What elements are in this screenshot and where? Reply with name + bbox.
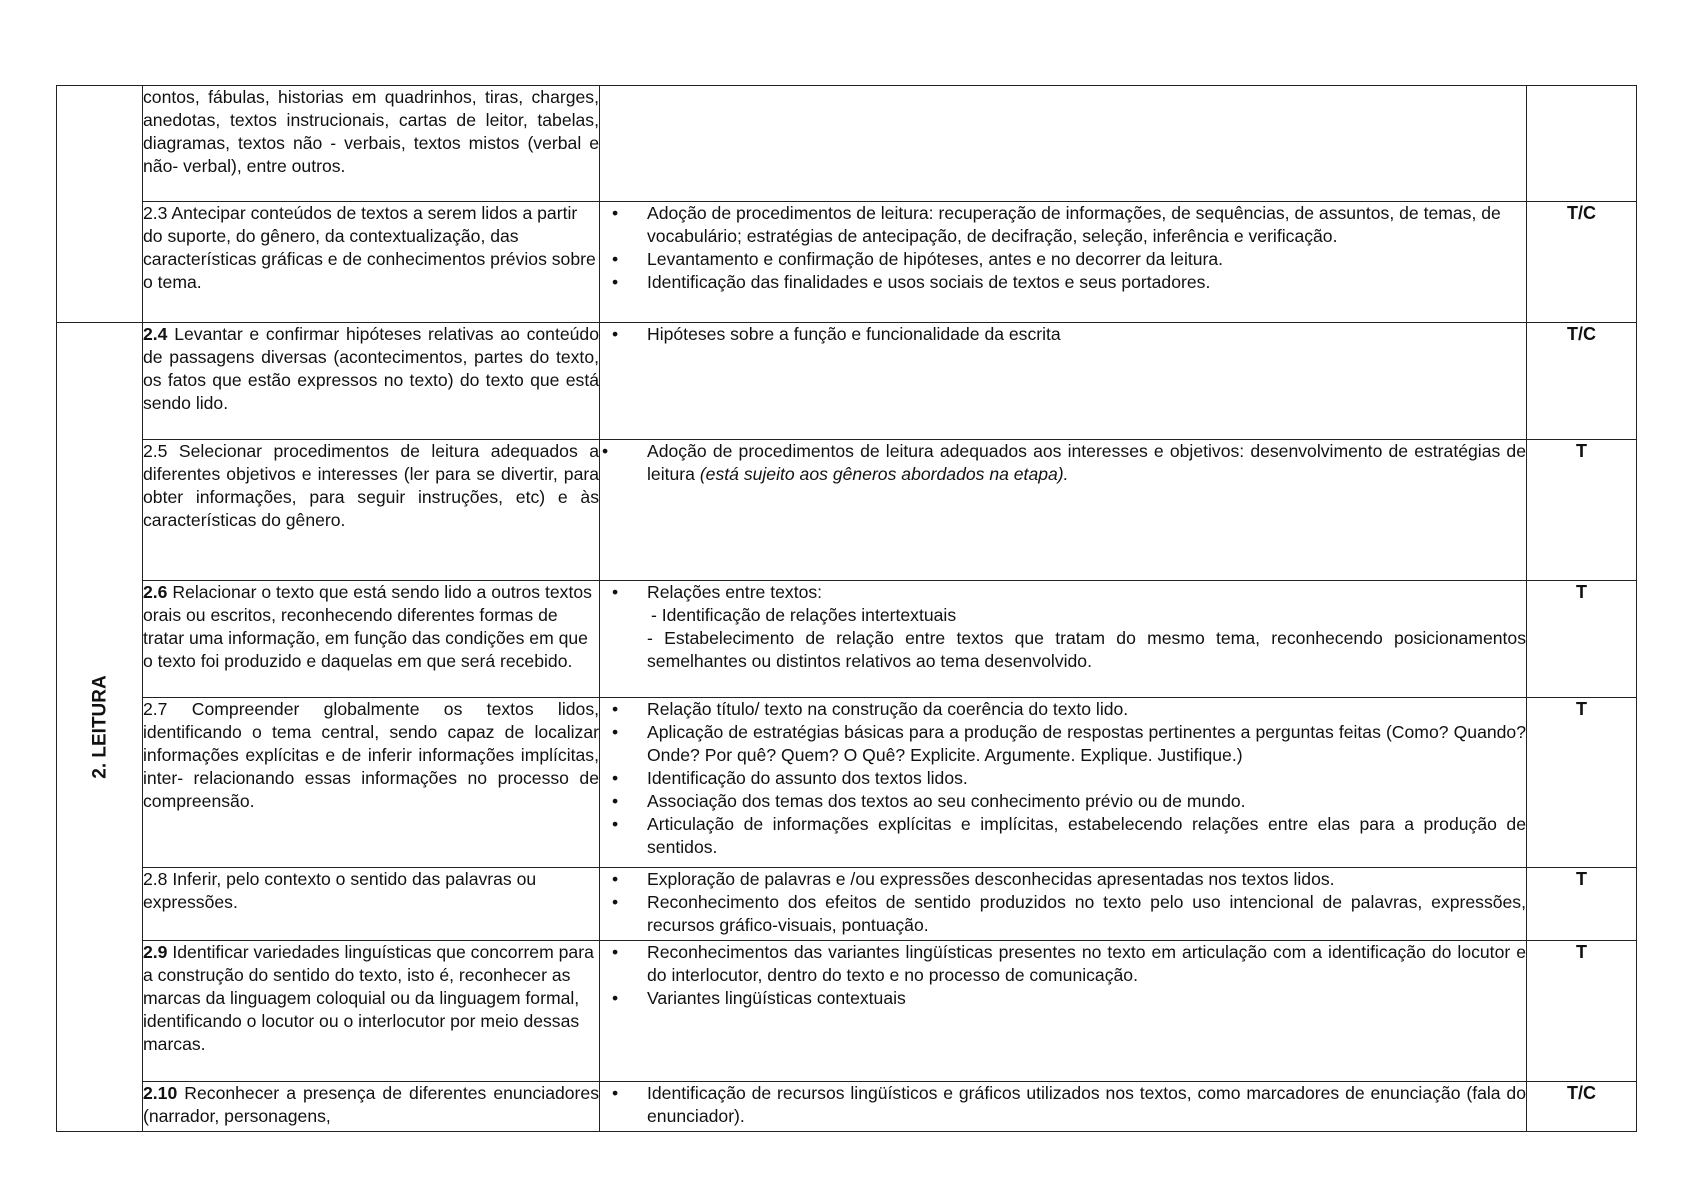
type-cell <box>1527 1082 1637 1132</box>
table-row <box>57 323 1637 440</box>
skill-cell <box>143 86 600 202</box>
table-row <box>57 868 1637 941</box>
list-item: • Articulação de informações explícitas e implícitas, estabelecendo relações entre elas para a produção de sentidos. <box>600 813 1526 859</box>
list-item: • Exploração de palavras e /ou expressões desconhecidas apresentadas nos textos lidos. <box>600 868 1526 891</box>
type-cell <box>1527 581 1637 698</box>
skill-text: Levantar e confirmar hipóteses relativas ao conteúdo de passagens diversas (acontecimentos, partes do texto, os fatos que estão expressos no texto) do texto que está sendo lido. <box>143 324 599 413</box>
type-cell <box>1527 440 1637 581</box>
skill-text: 2.3 Antecipar conteúdos de textos a serem lidos a partir do suporte, do gênero, da contextualização, das características gráficas e de conhecimentos prévios sobre o tema. <box>143 203 596 292</box>
list-item: • Variantes lingüísticas contextuais <box>600 987 1526 1010</box>
table-row <box>57 698 1637 868</box>
content-list <box>600 581 1526 604</box>
type-tag: T/C <box>1567 203 1596 223</box>
skill-number: 2.9 <box>143 942 168 962</box>
type-tag: T <box>1576 582 1587 602</box>
table-row <box>57 86 1637 202</box>
type-cell <box>1527 202 1637 323</box>
content-list <box>600 202 1526 294</box>
type-tag: T <box>1576 942 1587 962</box>
skill-text: 2.7 Compreender globalmente os textos lidos, identificando o tema central, sendo capaz de localizar informações explícitas e de inferir informações implícitas, inter- relacionando essas informações no processo de compreensão. <box>143 699 599 811</box>
curriculum-table <box>56 85 1637 1132</box>
type-cell <box>1527 86 1637 202</box>
list-item: • Identificação das finalidades e usos sociais de textos e seus portadores. <box>600 271 1526 294</box>
list-item: • Adoção de procedimentos de leitura: recuperação de informações, de sequências, de assuntos, de temas, de vocabulário; estratégias de antecipação, de decifração, seleção, inferência e verificação. <box>600 202 1526 248</box>
skill-number: 2.6 <box>143 582 168 602</box>
skill-text: Identificar variedades linguísticas que concorrem para a construção do sentido do texto, isto é, reconhecer as marcas da linguagem coloquial ou da linguagem formal, identificando o locutor ou o interlocutor por meio dessas marcas. <box>143 942 594 1054</box>
content-cell <box>600 868 1527 941</box>
list-item: • Reconhecimento dos efeitos de sentido produzidos no texto pelo uso intencional de palavras, expressões, recursos gráfico-visuais, pontuação. <box>600 891 1526 937</box>
type-cell <box>1527 323 1637 440</box>
type-cell <box>1527 698 1637 868</box>
content-italic-note: (está sujeito aos gêneros abordados na etapa). <box>699 464 1069 484</box>
content-list <box>600 1082 1526 1128</box>
content-cell <box>600 1082 1527 1132</box>
content-cell <box>600 440 1527 581</box>
skill-text: 2.8 Inferir, pelo contexto o sentido das palavras ou expressões. <box>143 869 537 912</box>
axis-cell <box>57 323 143 1132</box>
table-row <box>57 581 1637 698</box>
skill-number: 2.10 <box>143 1083 178 1103</box>
type-tag: T <box>1576 869 1587 889</box>
list-item: • Associação dos temas dos textos ao seu conhecimento prévio ou de mundo. <box>600 790 1526 813</box>
content-list <box>600 440 1526 486</box>
skill-text: Relacionar o texto que está sendo lido a outros textos orais ou escritos, reconhecendo diferentes formas de tratar uma informação, em função das condições em que o texto foi produzido e daquelas em que será recebido. <box>143 582 592 671</box>
skill-text: 2.5 Selecionar procedimentos de leitura adequados a diferentes objetivos e interesses (ler para se divertir, para obter informações, para seguir instruções, etc) e às características do gênero. <box>143 441 599 530</box>
sub-item: - Identificação de relações intertextuais <box>651 605 957 625</box>
skill-cell <box>143 202 600 323</box>
skill-cell <box>143 941 600 1082</box>
sub-item: - Estabelecimento de relação entre textos que tratam do mesmo tema, reconhecendo posicionamentos semelhantes ou distintos relativos ao tema desenvolvido. <box>647 628 1526 671</box>
list-item: • Reconhecimentos das variantes lingüísticas presentes no texto em articulação com a identificação do locutor e do interlocutor, dentro do texto e no processo de comunicação. <box>600 941 1526 987</box>
content-list <box>600 323 1526 346</box>
skill-cell <box>143 323 600 440</box>
list-item: • Relações entre textos: <box>600 581 1526 604</box>
skill-cell <box>143 1082 600 1132</box>
type-cell <box>1527 868 1637 941</box>
content-cell <box>600 581 1527 698</box>
content-cell <box>600 698 1527 868</box>
type-tag: T <box>1576 441 1587 461</box>
content-cell <box>600 202 1527 323</box>
content-list <box>600 698 1526 859</box>
skill-cell <box>143 581 600 698</box>
list-item: • Levantamento e confirmação de hipóteses, antes e no decorrer da leitura. <box>600 248 1526 271</box>
content-cell <box>600 86 1527 202</box>
axis-cell-empty <box>57 86 143 323</box>
content-list <box>600 868 1526 937</box>
table-row <box>57 202 1637 323</box>
table-row <box>57 440 1637 581</box>
type-cell <box>1527 941 1637 1082</box>
type-tag: T/C <box>1567 1083 1596 1103</box>
content-text: Adoção de procedimentos de leitura adequados aos interesses e objetivos: desenvolvimento de estratégias de leitura <box>647 441 1526 484</box>
table-row <box>57 941 1637 1082</box>
skill-cell <box>143 698 600 868</box>
skill-text: Reconhecer a presença de diferentes enunciadores (narrador, personagens, <box>143 1083 599 1126</box>
content-list <box>600 941 1526 1010</box>
list-item: • Aplicação de estratégias básicas para a produção de respostas pertinentes a perguntas feitas (Como? Quando? Onde? Por quê? Quem? O Quê? Explicite. Argumente. Explique. Justifique.) <box>600 721 1526 767</box>
list-item: • Identificação de recursos lingüísticos e gráficos utilizados nos textos, como marcadores de enunciação (fala do enunciador). <box>600 1082 1526 1128</box>
content-cell <box>600 323 1527 440</box>
list-item: • Hipóteses sobre a função e funcionalidade da escrita <box>600 323 1526 346</box>
list-item: • Identificação do assunto dos textos lidos. <box>600 767 1526 790</box>
skill-cell <box>143 440 600 581</box>
skill-text: contos, fábulas, historias em quadrinhos, tiras, charges, anedotas, textos instrucionais, cartas de leitor, tabelas, diagramas, textos não - verbais, textos mistos (verbal e não- verbal), entre outros. <box>143 87 599 176</box>
type-tag: T/C <box>1567 324 1596 344</box>
axis-label: 2. LEITURA <box>89 675 110 779</box>
content-cell <box>600 941 1527 1082</box>
list-item <box>600 440 1526 486</box>
skill-number: 2.4 <box>143 324 168 344</box>
skill-cell <box>143 868 600 941</box>
type-tag: T <box>1576 699 1587 719</box>
table-row <box>57 1082 1637 1132</box>
list-item: • Relação título/ texto na construção da coerência do texto lido. <box>600 698 1526 721</box>
